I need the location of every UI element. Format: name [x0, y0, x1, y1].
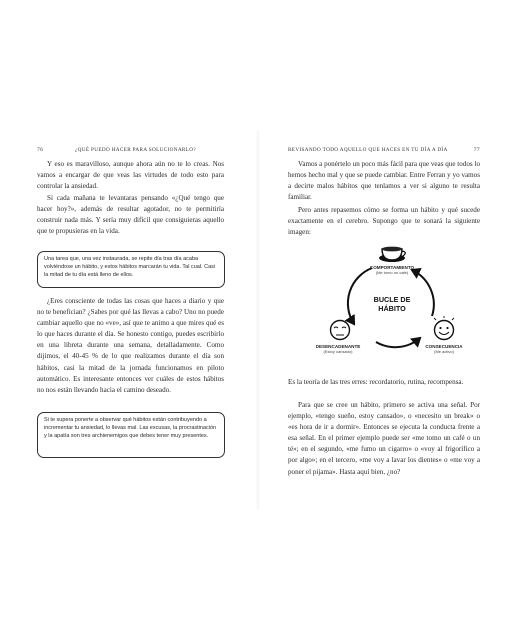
- paragraph: Y eso es maravilloso, aunque ahora aún no te lo creas. Nos vamos a encargar de que veas las virtudes de todo esto para controlar la ansiedad.: [37, 160, 224, 191]
- paragraph: Pero antes repasemos cómo se forma un hábito y qué sucede exactamente en el cerebro. Supongo que te sonará la siguiente imagen:: [288, 206, 480, 237]
- highlight-box: [37, 251, 225, 288]
- paragraph: Para que se cree un hábito, primero se activa una señal. Por ejemplo, «tengo sueño, estoy cansado», o «necesito un break» o «es hora de ir a dormir». Entonces se ejecuta la conducta frente a esa señal. En el primer ejemplo puede ser «me tomo un café o un té»; en el segundo, «me fumo un cigarro» o «voy al frigorífico a por algo»; en el tercero, «me voy a lavar los dientes» o «me voy a poner el pijama». Hasta aquí bien, ¿no?: [288, 401, 480, 476]
- svg-text:z: z: [352, 313, 354, 318]
- habit-loop-diagram: [316, 244, 466, 364]
- behavior-sublabel: (Me tomo un café): [375, 270, 409, 275]
- paragraph: Es la teoría de las tres erres: recordatorio, rutina, recompensa.: [288, 378, 464, 386]
- running-head: REVISANDO TODO AQUELLO QUE HACES EN TU DÍA A DÍA: [288, 147, 448, 153]
- trigger-label: DESENCADENANTE: [316, 344, 361, 349]
- book-gutter: [256, 130, 260, 510]
- highlight-box: [37, 412, 225, 458]
- diagram-title: HÁBITO: [378, 304, 406, 313]
- paragraph: ¿Eres consciente de todas las cosas que haces a diario y que no te benefician? ¿Sabes por qué las llevas a cabo? Uno no puede cambiar aquello que no «ve», así que te animo a que mires qué es lo que haces durante el día. Se honesto contigo, puedes escribirlo en una libreta durante una semana, detalladamente. Como dijimos, el 40-45 % de lo que realizamos durante el día son hábitos, casi la mitad de la jornada funcionamos en piloto automático. Es interesante entonces ver cuáles de estos hábitos no nos están llevando hacia el camino deseado.: [37, 297, 224, 394]
- consequence-sublabel: (Me activo): [434, 349, 454, 354]
- running-head: ¿QUÉ PUEDO HACER PARA SOLUCIONARLO?: [75, 147, 196, 153]
- smiley-face-icon: [434, 316, 454, 340]
- page-number: 77: [473, 147, 480, 153]
- loop-arc: [376, 338, 420, 347]
- behavior-label: COMPORTAMIENTO: [369, 265, 415, 270]
- coffee-cup-icon: [379, 247, 405, 262]
- loop-arc: [412, 270, 434, 316]
- trigger-sublabel: (Estoy cansado): [323, 349, 353, 354]
- highlight-box-text: Si te supera ponerte a observar qué hábitos están contribuyendo a incrementar tu ansiedad, lo llevas mal. Las excusas, la procrastinación y la apatía son tres archienemigos que debes tener muy presentes.: [44, 417, 217, 440]
- paragraph: Si cada mañana te levantaras pensando «¿Qué tengo que hacer hoy?», además de resultar agotador, no te permitiría construir nada más. Y sería muy difícil que consiguieras aquello que te propusieras en la vida.: [37, 194, 224, 236]
- svg-text:z: z: [349, 317, 352, 323]
- page-number: 76: [37, 147, 44, 153]
- highlight-box-text: Una tarea que, una vez instaurada, se repite día tras día acaba volviéndose un hábito, y estos hábitos marcarán tu vida. Tal cual. Casi la mitad de tu día está lleno de ellos.: [44, 256, 216, 279]
- tired-face-icon: [331, 313, 355, 340]
- diagram-title: BUCLE DE: [373, 295, 411, 304]
- consequence-label: CONSECUENCIA: [425, 344, 463, 349]
- left-page-header: [37, 147, 227, 153]
- paragraph: Vamos a ponértelo un poco más fácil para que veas que todos lo hemos hecho mal y que se puede cambiar. Entre Ferran y yo vamos a decirte malos hábitos que tenlamos a ver si alguno te resulta familiar.: [288, 160, 480, 202]
